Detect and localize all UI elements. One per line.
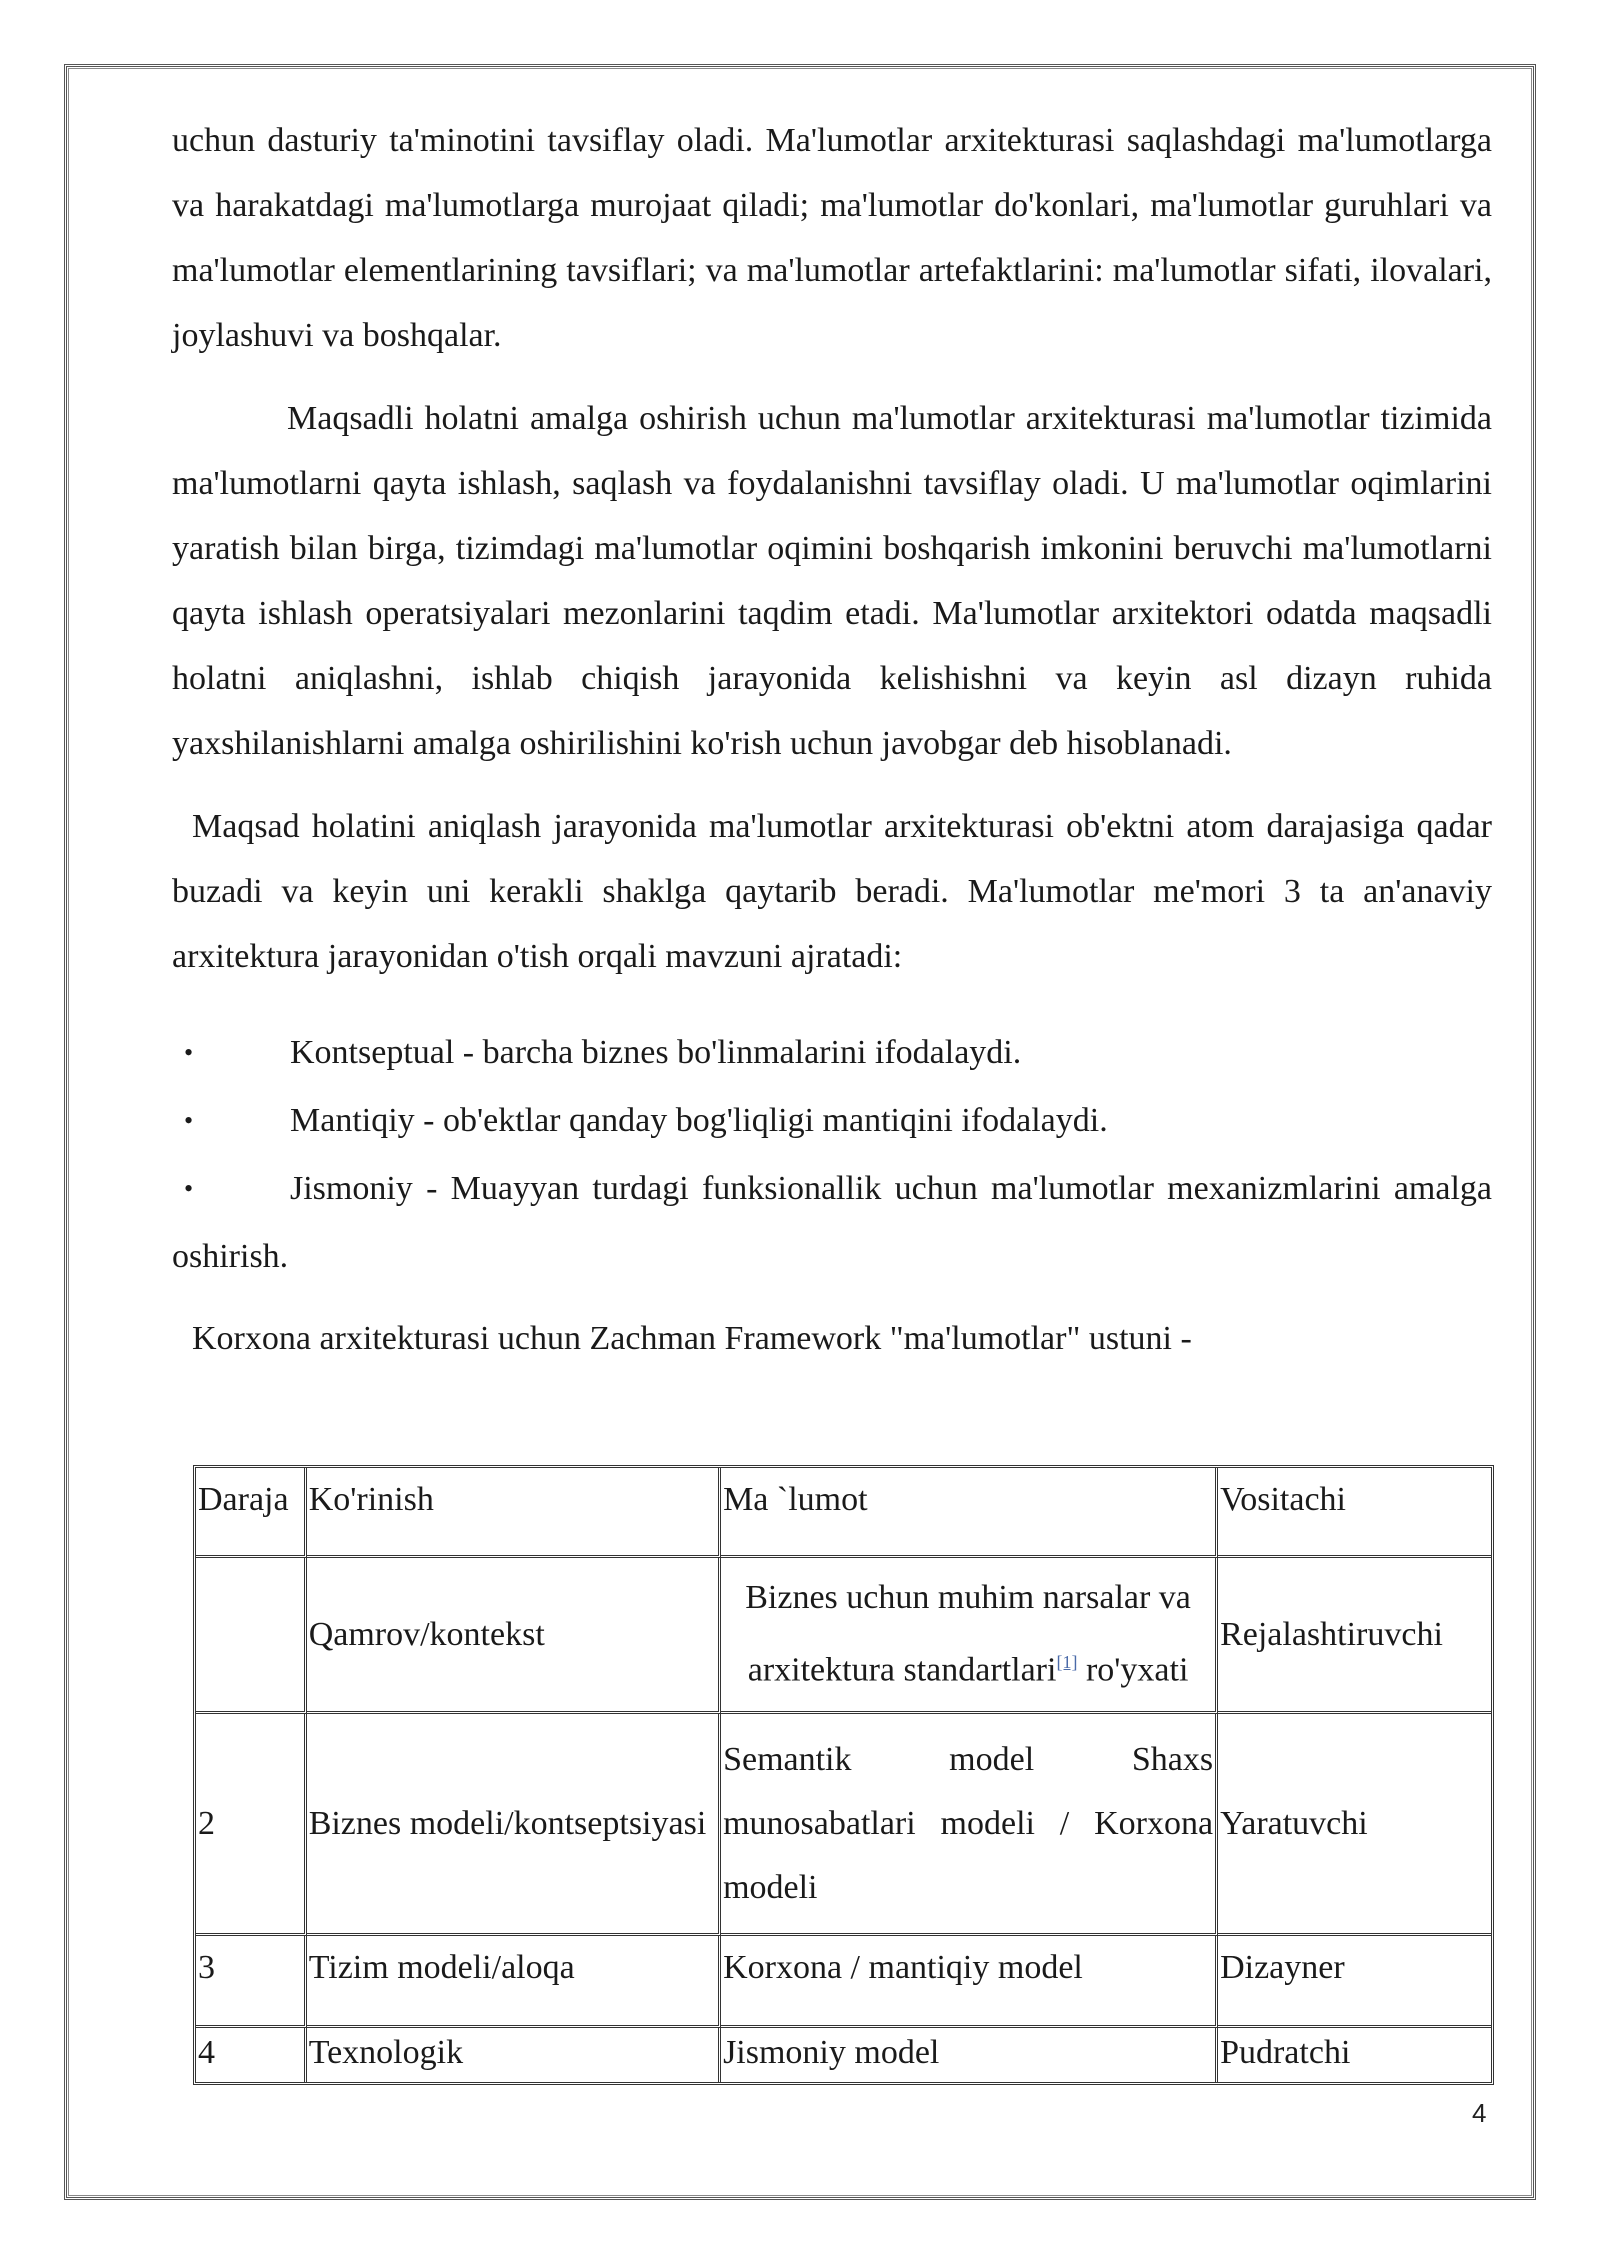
bullet-icon: • <box>184 1174 194 1203</box>
cell-level: 2 <box>196 1714 307 1936</box>
zachman-table <box>193 1465 1494 2085</box>
bullet-icon: • <box>184 1038 194 1067</box>
table-row <box>196 2028 1491 2082</box>
list-item <box>172 1087 1492 1155</box>
cell-view: Tizim modeli/aloqa <box>307 1936 721 2028</box>
header-cell-level: Daraja <box>196 1468 307 1558</box>
list-item-text: Kontseptual - barcha biznes bo'linmalarini ifodalaydi. <box>290 1034 1022 1071</box>
table-row <box>196 1714 1491 1936</box>
cell-agent: Rejalashtiruvchi <box>1218 1558 1491 1714</box>
header-cell-view: Ko'rinish <box>307 1468 721 1558</box>
cell-data: Biznes uchun muhim narsalar va arxitektura standartlari[1] ro'yxati <box>721 1558 1218 1714</box>
cell-view: Biznes modeli/kontseptsiyasi <box>307 1714 721 1936</box>
bullet-list <box>172 1019 1492 1291</box>
table-row <box>196 1558 1491 1714</box>
cell-data: Korxona / mantiqiy model <box>721 1936 1218 2028</box>
document-body <box>172 108 1492 1379</box>
cell-data: Jismoniy model <box>721 2028 1218 2082</box>
cell-view: Texnologik <box>307 2028 721 2082</box>
table-row <box>196 1936 1491 2028</box>
list-item-text: Jismoniy - Muayyan turdagi funksionallik uchun ma'lumotlar mexanizmlarini amalga oshirish. <box>172 1170 1492 1275</box>
cell-level: 4 <box>196 2028 307 2082</box>
cell-agent: Pudratchi <box>1220 2034 1351 2071</box>
footnote-link[interactable]: [1] <box>1056 1652 1078 1673</box>
table-header-row <box>196 1468 1491 1558</box>
cell-agent: Dizayner <box>1218 1936 1491 2028</box>
header-cell-agent: Vositachi <box>1218 1468 1491 1558</box>
cell-data: Semantik model Shaxs munosabatlari modeli / Korxona modeli <box>721 1714 1218 1936</box>
cell-level: 3 <box>196 1936 307 2028</box>
page-number: 4 <box>1472 2098 1487 2128</box>
cell-view: Qamrov/kontekst <box>307 1558 721 1714</box>
header-cell-data: Ma `lumot <box>721 1468 1218 1558</box>
paragraph-2: Maqsadli holatni amalga oshirish uchun ma'lumotlar arxitekturasi ma'lumotlar tizimida ma'lumotlarni qayta ishlash, saqlash va foydalanishni tavsiflay oladi. U ma'lumotlar oqimlarini yaratish bilan birga, tizimdagi ma'lumotlar oqimini boshqarish imkonini beruvchi ma'lumotlarni qayta ishlash operatsiyalari mezonlarini taqdim etadi. Ma'lumotlar arxitektori odatda maqsadli holatni aniqlashni, ishlab chiqish jarayonida kelishishni va keyin asl dizayn ruhida yaxshilanishlarni amalga oshirilishini ko'rish uchun javobgar deb hisoblanadi. <box>172 400 1492 762</box>
list-item-text: Mantiqiy - ob'ektlar qanday bog'liqligi mantiqini ifodalaydi. <box>290 1102 1108 1139</box>
list-item <box>172 1019 1492 1087</box>
list-item <box>172 1155 1492 1291</box>
paragraph-3: Maqsad holatini aniqlash jarayonida ma'lumotlar arxitekturasi ob'ektni atom darajasiga qadar buzadi va keyin uni kerakli shaklga qaytarib beradi. Ma'lumotlar me'mori 3 ta an'anaviy arxitektura jarayonidan o'tish orqali mavzuni ajratadi: <box>172 808 1492 975</box>
cell-level <box>196 1558 307 1714</box>
paragraph-1: uchun dasturiy ta'minotini tavsiflay oladi. Ma'lumotlar arxitekturasi saqlashdagi ma'lumotlarga va harakatdagi ma'lumotlarga murojaat qiladi; ma'lumotlar do'konlari, ma'lumotlar guruhlari va ma'lumotlar elementlarining tavsiflari; va ma'lumotlar artefaktlarini: ma'lumotlar sifati, ilovalari, joylashuvi va boshqalar. <box>172 122 1492 354</box>
bullet-icon: • <box>184 1106 194 1135</box>
table-caption: Korxona arxitekturasi uchun Zachman Framework "ma'lumotlar" ustuni - <box>192 1320 1192 1357</box>
cell-agent: Yaratuvchi <box>1218 1714 1491 1936</box>
